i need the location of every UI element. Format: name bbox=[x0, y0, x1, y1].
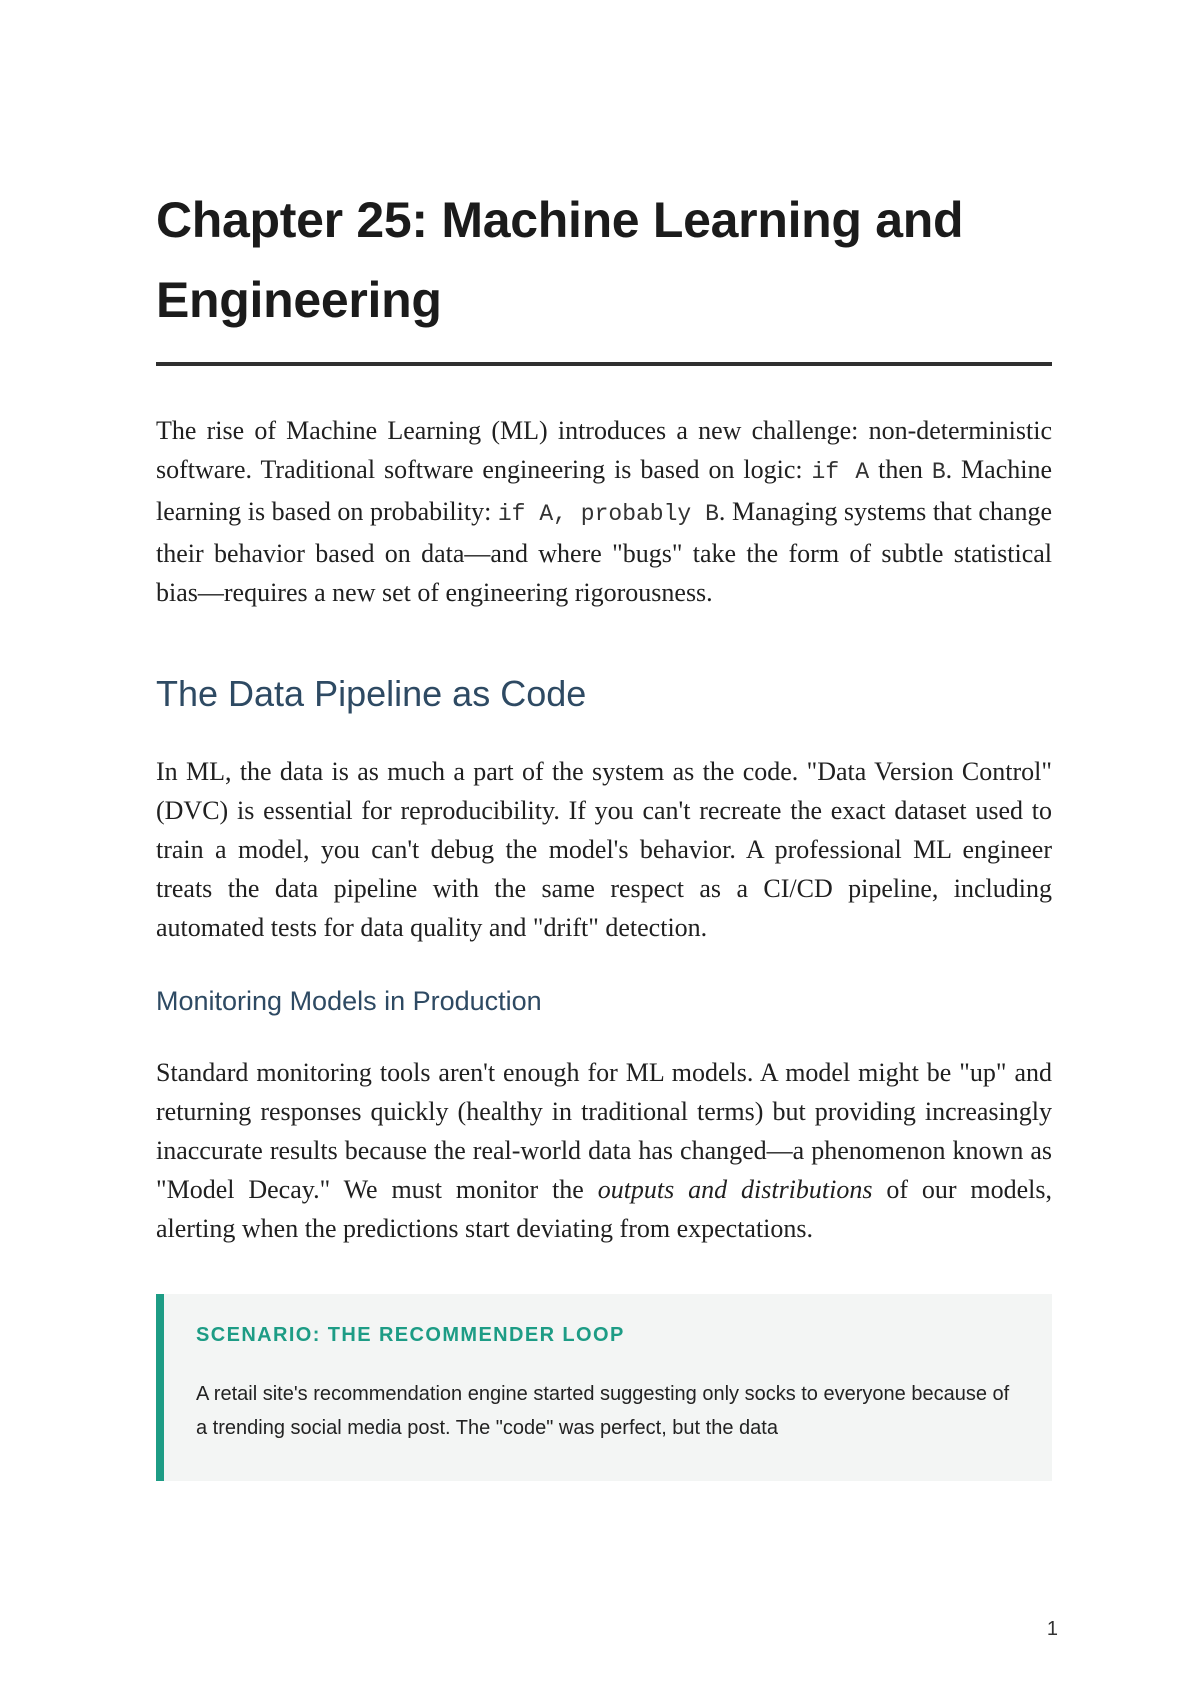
inline-code-if-a: if A bbox=[811, 459, 870, 485]
section-heading-data-pipeline: The Data Pipeline as Code bbox=[156, 673, 587, 714]
monitoring-paragraph bbox=[156, 1053, 1052, 1248]
callout-label: SCENARIO: THE RECOMMENDER LOOP bbox=[196, 1324, 625, 1346]
monitoring-text-end: of our models, alerting when the predictions start deviating from expectations. bbox=[156, 1175, 1053, 1243]
callout-text: A retail site's recommendation engine started suggesting only socks to everyone because of a trending social media post. The "code" was perfect, but the data bbox=[196, 1383, 1010, 1439]
monitoring-text-start: Standard monitoring tools aren't enough for ML models. A model might be "up" and returning responses quickly (healthy in traditional terms) but providing increasingly inaccurate results because the real-world data has changed—a phenomenon known as "Model Decay." We must monitor the bbox=[156, 1058, 1052, 1204]
title-divider bbox=[156, 362, 1052, 366]
monitoring-emphasis: outputs and distributions bbox=[597, 1175, 873, 1204]
inline-code-b: B bbox=[931, 459, 946, 485]
data-pipeline-paragraph: In ML, the data is as much a part of the system as the code. "Data Version Control" (DVC) is essential for reproducibility. If you can't recreate the exact dataset used to train a model, you can't debug the model's behavior. A professional ML engineer treats the data pipeline with the same respect as a CI/CD pipeline, including automated tests for data quality and "drift" detection. bbox=[156, 757, 1052, 942]
subsection-heading-monitoring: Monitoring Models in Production bbox=[156, 986, 542, 1016]
inline-code-if-a-probably-b: if A, probably B bbox=[497, 501, 719, 527]
intro-text-4: . Managing systems that change their behavior based on data—and where "bugs" take the form of subtle statistical bias—requires a new set of engineering rigorousness. bbox=[156, 497, 1053, 607]
intro-text-1: The rise of Machine Learning (ML) introduces a new challenge: non-deterministic software. Traditional software engineering is based on logic: bbox=[156, 416, 1052, 484]
page-number: 1 bbox=[1046, 1618, 1058, 1640]
intro-text-3: . Machine learning is based on probability: bbox=[156, 455, 1053, 526]
scenario-callout bbox=[156, 1294, 1052, 1481]
intro-text-2: then bbox=[869, 455, 932, 484]
chapter-title: Chapter 25: Machine Learning and Engineering bbox=[156, 192, 964, 328]
intro-paragraph bbox=[156, 411, 1052, 612]
document-page bbox=[156, 180, 1052, 1481]
